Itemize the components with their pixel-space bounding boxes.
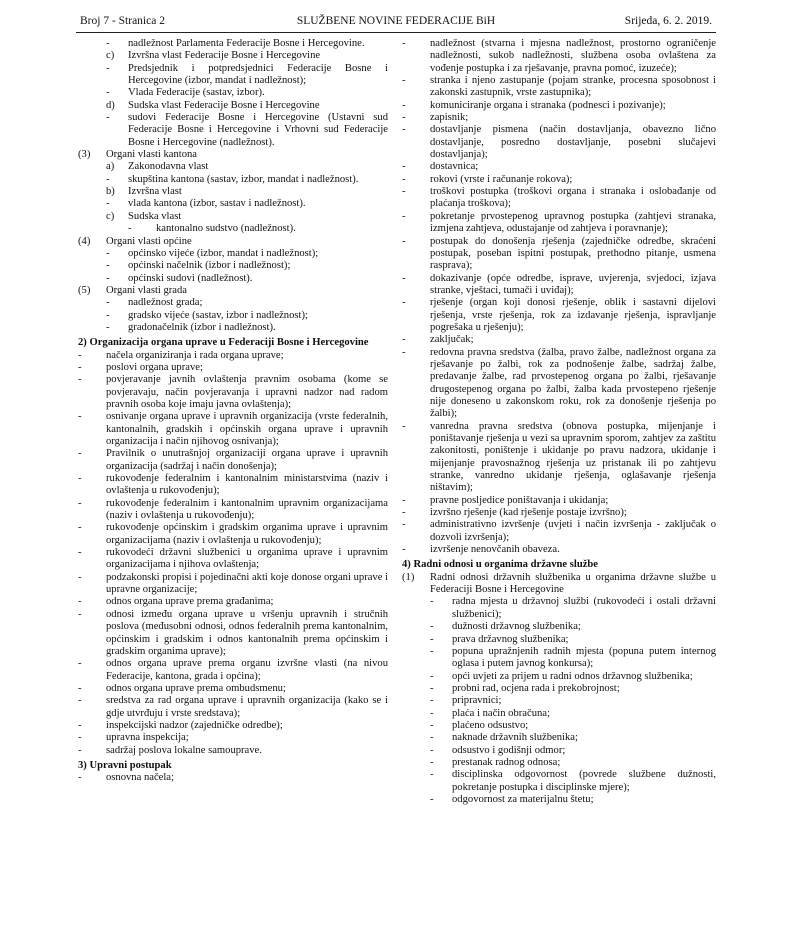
list-marker: - (402, 112, 406, 124)
list-item-text: prestanak radnog odnosa; (452, 756, 561, 768)
list-item-text: općinsko vijeće (izbor, mandat i nadležnost); (128, 247, 319, 259)
list-item-text: upravna inspekcija; (106, 732, 189, 744)
list-marker: - (78, 361, 82, 373)
list-item (402, 544, 716, 556)
list-marker: - (430, 756, 434, 768)
list-marker: (4) (78, 235, 91, 247)
list-marker: - (78, 374, 82, 386)
section-heading (402, 559, 716, 571)
list-item-text: inspekcijski nadzor (zajedničke odredbe); (106, 719, 283, 731)
list-item-text: sredstva za rad organa uprave i upravnih organizacija (kako se i gdje utvrđuju i vrste sredstava); (106, 695, 388, 719)
list-item (78, 547, 388, 572)
list-item-text: odsustvo i godišnji odmor; (452, 744, 566, 756)
section-heading (78, 337, 388, 349)
list-marker: - (402, 99, 406, 111)
list-item (78, 63, 388, 88)
list-item (402, 621, 716, 633)
list-item (402, 75, 716, 100)
list-item-text: pravne posljedice poništavanja i ukidanja; (430, 494, 609, 506)
list-marker: - (430, 695, 434, 707)
list-marker: - (78, 547, 82, 559)
list-item-text: rješenje (organ koji donosi rješenje, oblik i sastavni dijelovi rješenja, vrste rješenja, rok za izdavanje rješenja, ispravljanje pogrešaka u rješenju); (430, 297, 716, 333)
list-item-text: odnos organa uprave prema građanima; (106, 596, 274, 608)
list-marker: - (430, 732, 434, 744)
list-item (78, 174, 388, 186)
list-marker: - (402, 124, 406, 136)
list-marker: - (430, 670, 434, 682)
list-item (402, 112, 716, 124)
list-item (402, 646, 716, 671)
list-item (402, 732, 716, 744)
list-marker: - (78, 522, 82, 534)
list-marker: - (78, 719, 82, 731)
list-item-text: odnos organa uprave prema ombudsmenu; (106, 682, 286, 694)
list-item (78, 149, 388, 161)
list-marker: c) (106, 210, 115, 222)
list-marker: - (106, 321, 110, 333)
list-item-text: Organi vlasti grada (106, 284, 187, 296)
list-marker: a) (106, 161, 115, 173)
list-marker: - (78, 497, 82, 509)
list-item-text: rukovođenje općinskim i gradskim organima uprave i upravnim organizacijama (naziv i ovlaštenja u rukovođenju); (106, 522, 388, 546)
list-item-text: općinski načelnik (izbor i nadležnost); (128, 260, 291, 272)
list-item-text: Organi vlasti općine (106, 235, 192, 247)
list-marker: d) (106, 99, 115, 111)
list-item (78, 683, 388, 695)
list-item-text: naknade državnih službenika; (452, 732, 578, 744)
list-item-text: plaćeno odsustvo; (452, 719, 529, 731)
list-marker: - (402, 210, 406, 222)
list-item-text: nadležnost Parlamenta Federacije Bosne i Hercegovine. (128, 38, 365, 49)
list-item (78, 273, 388, 285)
list-marker: - (430, 633, 434, 645)
list-item-text: rukovođenje federalnim i kantonalnim upravnim organizacijama (naziv i ovlaštenja u rukovođenju); (106, 497, 388, 522)
list-item (402, 507, 716, 519)
list-marker: - (106, 297, 110, 309)
list-marker: - (106, 62, 110, 74)
list-item (402, 708, 716, 720)
list-item (78, 350, 388, 362)
list-item (78, 260, 388, 272)
list-item (402, 720, 716, 732)
list-item-text: troškovi postupka (troškovi organa i stranaka i oslobađanje od plaćanja troškova); (430, 186, 716, 210)
list-item-text: probni rad, ocjena rada i prekobrojnost; (452, 682, 620, 694)
list-item (78, 658, 388, 683)
list-item-text: Organi vlasti kantona (106, 149, 198, 161)
list-item-text: Radni odnosi državnih službenika u organima državne službe u Federaciji Bosne i Hercegovine (430, 571, 716, 596)
list-item (78, 609, 388, 658)
list-marker: - (78, 695, 82, 707)
list-marker: - (78, 772, 82, 784)
list-marker: - (106, 247, 110, 259)
list-item-text: rokovi (vrste i računanje rokova); (430, 173, 573, 185)
list-item (402, 273, 716, 298)
list-item (78, 572, 388, 597)
list-item (402, 572, 716, 597)
list-marker: - (402, 507, 406, 519)
list-item (78, 87, 388, 99)
list-item (78, 473, 388, 498)
list-item (402, 334, 716, 346)
list-marker: - (402, 161, 406, 173)
list-marker: - (106, 87, 110, 99)
list-item-text: vanredna pravna sredstva (obnova postupka, mijenjanje i poništavanje rješenja u vezi sa upravnim sporom, zahtjev za zaštitu zakonitosti, poništenje i ukidanje po pravu nadzora, ukidanje i mijenjanje pravosnažnog rješenja uz pristanak ili po zahtjevu stranke, vanredno ukidanje rješenja, oglašavanje rješenja ništavim); (430, 420, 716, 494)
list-item-text: 2) Organizacija organa uprave u Federaciji Bosne i Hercegovine (78, 337, 369, 349)
issue-number: Broj 7 - Stranica 2 (80, 15, 165, 27)
list-item-text: vlada kantona (izbor, sastav i nadležnost). (128, 198, 306, 210)
list-marker: - (430, 596, 434, 608)
list-marker: (3) (78, 149, 91, 161)
page-header (76, 10, 716, 33)
issue-date: Srijeda, 6. 2. 2019. (624, 15, 712, 27)
list-item (78, 186, 388, 198)
list-item (402, 124, 716, 161)
list-item (402, 186, 716, 211)
list-marker: - (430, 793, 434, 805)
list-item (78, 285, 388, 297)
list-marker: - (106, 38, 110, 49)
list-marker: c) (106, 50, 115, 62)
list-item (402, 38, 716, 75)
list-item-text: nadležnost grada; (128, 297, 203, 309)
list-item-text: dokazivanje (opće odredbe, isprave, uvjerenja, svjedoci, izjava stranke, vještaci, tumači i uviđaj); (430, 272, 716, 296)
list-item (402, 519, 716, 544)
list-marker: - (402, 173, 406, 185)
list-item (402, 161, 716, 173)
list-item (78, 248, 388, 260)
list-item (78, 112, 388, 149)
list-item-text: zapisnik; (430, 112, 469, 124)
list-marker: (5) (78, 284, 91, 296)
list-item-text: popuna upražnjenih radnih mjesta (popuna putem internog oglasa i putem javnog konkursa); (452, 645, 716, 670)
list-item-text: nadležnost (stvarna i mjesna nadležnost, prostorno ograničenje nadležnosti, sukob nadležnosti, službena osoba ovlaštena za vođenje postupka i za rješavanje, pravna pomoć, izuzeće); (430, 38, 716, 74)
list-item-text: stranka i njeno zastupanje (pojam stranke, procesna sposobnost i zakonski zastupnik, vrste zastupnika); (430, 75, 716, 99)
list-marker: - (78, 571, 82, 583)
list-item (78, 596, 388, 608)
list-item (78, 161, 388, 173)
list-item (78, 448, 388, 473)
list-item-text: zaključak; (430, 334, 474, 346)
list-item-text: Izvršna vlast Federacije Bosne i Hercegovine (128, 50, 321, 62)
list-marker: - (430, 645, 434, 657)
list-item (402, 236, 716, 273)
list-item (78, 236, 388, 248)
list-item-text: pripravnici; (452, 695, 502, 707)
list-item-text: sadržaj poslova lokalne samouprave. (106, 744, 262, 756)
list-item (78, 223, 388, 235)
list-item-text: disciplinska odgovornost (povrede službene dužnosti, pokretanje postupka i disciplinske mjere); (452, 769, 716, 793)
list-item-text: gradonačelnik (izbor i nadležnost). (128, 321, 276, 333)
list-item-text: Vlada Federacije (sastav, izbor). (128, 87, 265, 99)
list-marker: - (78, 732, 82, 744)
list-item (78, 297, 388, 309)
list-item (78, 732, 388, 744)
list-item (402, 347, 716, 421)
list-item (402, 297, 716, 334)
list-marker: - (402, 420, 406, 432)
list-item (78, 411, 388, 448)
list-item (78, 362, 388, 374)
list-marker: - (402, 38, 406, 49)
list-marker: (1) (402, 571, 415, 583)
list-item-text: odgovornost za materijalnu štetu; (452, 793, 594, 805)
list-marker: - (106, 309, 110, 321)
list-marker: - (402, 494, 406, 506)
list-item (78, 522, 388, 547)
list-item (402, 757, 716, 769)
list-item (402, 671, 716, 683)
list-item-text: osnovna načela; (106, 772, 174, 784)
list-item-text: Predsjednik i potpredsjednici Federacije Bosne i Hercegovine (izbor, mandat i nadležnost); (128, 62, 388, 87)
list-item-text: 4) Radni odnosi u organima državne službe (402, 559, 599, 571)
list-item-text: rukovodeći državni službenici u organima uprave i upravnim organizacijama i njihova ovlaštenja; (106, 547, 388, 571)
right-column (402, 38, 716, 806)
list-item (402, 174, 716, 186)
list-marker: - (106, 112, 110, 124)
list-item (402, 495, 716, 507)
list-marker: - (402, 272, 406, 284)
list-marker: - (430, 707, 434, 719)
list-item-text: Zakonodavna vlast (128, 161, 209, 173)
list-item-text: sudovi Federacije Bosne i Hercegovine (Ustavni sud Federacije Bosne i Hercegovine i Vrhovni sud Federacije Bosne i Hercegovine (nadležnost). (128, 112, 388, 148)
list-marker: - (106, 198, 110, 210)
section-heading (78, 760, 388, 772)
list-item-text: radna mjesta u državnoj službi (rukovodeći i ostali državni službenici); (452, 596, 716, 620)
list-marker: - (430, 621, 434, 633)
list-item (402, 100, 716, 112)
list-item-text: povjeravanje javnih ovlaštenja pravnim osobama (kome se povjeravaju, način povjeravanja i upravni nadzor nad radom pravnih osoba koje imaju javna ovlaštenja); (106, 374, 388, 410)
list-item-text: skupština kantona (sastav, izbor, mandat i nadležnost). (128, 173, 359, 185)
list-item (78, 720, 388, 732)
list-item (402, 695, 716, 707)
list-item (78, 374, 388, 411)
list-marker: - (106, 173, 110, 185)
list-marker: - (430, 682, 434, 694)
list-item (78, 745, 388, 757)
list-marker: - (402, 297, 406, 309)
list-item-text: osnivanje organa uprave i upravnih organizacija (vrste federalnih, kantonalnih, gradskih i općinskih organa uprave i upravnih organizacija i način njihovog osnivanja); (106, 411, 388, 447)
list-item-text: načela organiziranja i rada organa uprave; (106, 349, 284, 361)
list-marker: - (78, 473, 82, 485)
list-marker: - (430, 719, 434, 731)
list-item-text: podzakonski propisi i pojedinačni akti koje donose organi uprave i upravne organizacije; (106, 571, 388, 596)
list-item-text: Pravilnik o unutrašnjoj organizaciji organa uprave i upravnih organizacija (sadržaj i način donošenja); (106, 448, 388, 472)
list-item-text: opći uvjeti za prijem u radni odnos državnog službenika; (452, 670, 693, 682)
left-column (78, 38, 388, 785)
list-marker: - (402, 544, 406, 556)
list-item (402, 596, 716, 621)
list-item-text: gradsko vijeće (sastav, izbor i nadležnost); (128, 309, 308, 321)
list-marker: - (78, 744, 82, 756)
list-marker: - (402, 235, 406, 247)
list-item-text: plaća i način obračuna; (452, 707, 550, 719)
list-marker: b) (106, 186, 115, 198)
list-marker: - (402, 519, 406, 531)
list-marker: - (402, 346, 406, 358)
list-item-text: redovna pravna sredstva (žalba, pravo žalbe, nadležnost organa za rješavanje po žalbi, rok za podnošenje žalbe, sadržaj žalbe, predavanje žalbe, rad prvostepenog organa po žalbi, rješavanje drugostepenog organa po žalbi, žalba kada prvostepeno rješenje nije doneseno u zakonskom roku, rok za donošenje rješenja po žalbi); (430, 346, 716, 420)
list-item (78, 38, 388, 50)
list-item-text: poslovi organa uprave; (106, 361, 203, 373)
list-item (402, 794, 716, 806)
list-item-text: postupak do donošenja rješenja (zajedničke odredbe, skraćeni postupak, poseban ispitni postupak, prethodno pitanje, usmena rasprava); (430, 235, 716, 272)
list-item-text: odnos organa uprave prema organu izvršne vlasti (na nivou Federacije, kantona, grada i općina); (106, 658, 388, 682)
list-marker: - (402, 334, 406, 346)
gazette-title: SLUŽBENE NOVINE FEDERACIJE BiH (296, 15, 496, 27)
list-item-text: dostavnica; (430, 161, 479, 173)
list-marker: - (402, 186, 406, 198)
list-item-text: općinski sudovi (nadležnost). (128, 272, 253, 284)
list-item-text: administrativno izvršenje (uvjeti i način izvršenja - zaključak o dozvoli izvršenja); (430, 519, 716, 543)
list-item-text: Sudska vlast (128, 210, 182, 222)
list-item-text: 3) Upravni postupak (78, 759, 172, 771)
list-marker: - (78, 682, 82, 694)
list-marker: - (128, 223, 132, 235)
list-marker: - (430, 769, 434, 781)
list-item-text: komuniciranje organa i stranaka (podnesci i pozivanje); (430, 99, 666, 111)
list-item-text: izvršenje nenovčanih obaveza. (430, 544, 560, 556)
list-item (402, 683, 716, 695)
list-item (402, 634, 716, 646)
list-item (78, 695, 388, 720)
list-marker: - (78, 448, 82, 460)
list-item (78, 498, 388, 523)
list-item (402, 745, 716, 757)
list-item (402, 421, 716, 495)
list-marker: - (106, 260, 110, 272)
list-item-text: izvršno rješenje (kad rješenje postaje izvršno); (430, 507, 627, 519)
list-item-text: dužnosti državnog službenika; (452, 621, 581, 633)
list-marker: - (78, 349, 82, 361)
list-marker: - (78, 596, 82, 608)
list-item-text: dostavljanje pismena (način dostavljanja, obavezno lično dostavljanje, posredno dostavljanje, posebni slučajevi dostavljanja); (430, 124, 716, 161)
list-marker: - (402, 75, 406, 87)
list-item-text: prava državnog službenika; (452, 633, 569, 645)
list-marker: - (106, 272, 110, 284)
list-marker: - (78, 608, 82, 620)
list-item-text: odnosi između organa uprave u vršenju upravnih i stručnih poslova (međusobni odnosi, odnos federalnih prema kantonalnim, općinskim i gradskim i odnos kantonalnih prema općinskim i gradskim organima uprave); (106, 608, 388, 657)
list-marker: - (78, 411, 82, 423)
list-item-text: Sudska vlast Federacije Bosne i Hercegovine (128, 99, 320, 111)
list-item (78, 100, 388, 112)
list-item (402, 769, 716, 794)
list-item (78, 50, 388, 62)
list-item-text: Izvršna vlast (128, 186, 182, 198)
list-item-text: pokretanje prvostepenog upravnog postupka (zahtjevi stranaka, izmjena zahtjeva, odustajanje od zahtjeva i poravnanje); (430, 210, 716, 235)
list-marker: - (78, 658, 82, 670)
list-item (78, 310, 388, 322)
list-item (78, 322, 388, 334)
list-item (78, 211, 388, 223)
list-item-text: kantonalno sudstvo (nadležnost). (156, 223, 296, 235)
list-item (78, 198, 388, 210)
list-marker: - (430, 744, 434, 756)
list-item (402, 211, 716, 236)
list-item-text: rukovođenje federalnim i kantonalnim ministarstvima (naziv i ovlaštenja u rukovođenju); (106, 473, 388, 497)
list-item (78, 772, 388, 784)
